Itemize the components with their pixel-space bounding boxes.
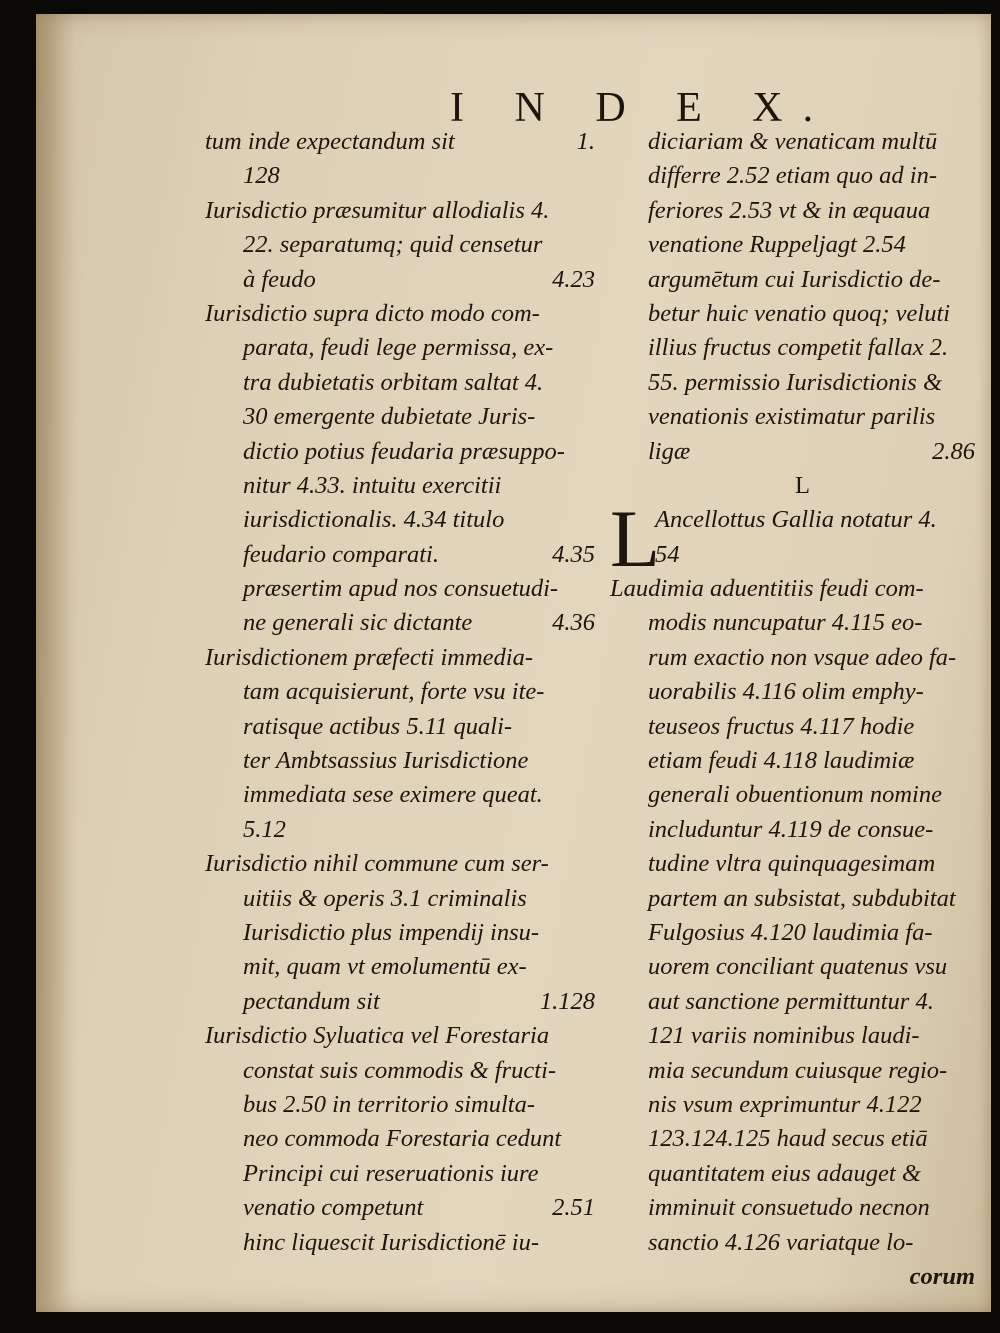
page-reference: 4.36 bbox=[552, 609, 595, 637]
index-entry-text: parata, feudi lege permissa, ex- bbox=[243, 334, 554, 362]
page-reference: 1. bbox=[576, 128, 595, 155]
index-entry-text: Iurisdictio Syluatica vel Forestaria bbox=[205, 1022, 550, 1050]
index-entry-text: etiam feudi 4.118 laudimiæ bbox=[648, 747, 915, 775]
index-entry-text: ratisque actibus 5.11 quali- bbox=[243, 712, 513, 740]
index-entry-text: Iurisdictio plus impendij insu- bbox=[243, 918, 540, 946]
index-line bbox=[205, 985, 595, 1019]
dropcap-entry bbox=[610, 493, 975, 585]
index-line bbox=[205, 366, 595, 400]
index-line bbox=[205, 847, 595, 881]
index-entry-text: 128 bbox=[243, 162, 280, 190]
index-line bbox=[610, 366, 975, 400]
index-line bbox=[205, 1157, 595, 1191]
dropcap-letter: L bbox=[610, 493, 661, 585]
index-entry-text: dictio potius feudaria præsuppo- bbox=[243, 437, 565, 465]
index-line bbox=[610, 1122, 975, 1156]
index-entry-text: nis vsum exprimuntur 4.122 bbox=[648, 1090, 922, 1118]
index-line bbox=[610, 1191, 975, 1225]
index-line bbox=[205, 1191, 595, 1225]
index-entry-text: Fulgosius 4.120 laudimia fa- bbox=[648, 918, 933, 946]
index-entry-text: ne generali sic dictante bbox=[243, 609, 473, 637]
index-entry-text: 54 bbox=[655, 540, 680, 568]
index-line bbox=[610, 675, 975, 709]
right-column-continuation bbox=[610, 125, 975, 469]
index-line bbox=[205, 641, 595, 675]
index-entry-text: betur huic venatio quoq; veluti bbox=[648, 299, 951, 327]
left-index-column bbox=[205, 125, 595, 1260]
index-entry-text: uorabilis 4.116 olim emphy- bbox=[648, 678, 924, 706]
index-entry-text: 123.124.125 haud secus etiā bbox=[648, 1125, 928, 1153]
index-line bbox=[610, 710, 975, 744]
index-line bbox=[610, 194, 975, 228]
index-line bbox=[205, 125, 595, 159]
index-line bbox=[610, 1157, 975, 1191]
index-line bbox=[610, 882, 975, 916]
index-entry-text: rum exactio non vsque adeo fa- bbox=[648, 643, 957, 671]
index-entry-text: diciariam & venaticam multū bbox=[648, 128, 938, 155]
index-line bbox=[610, 847, 975, 881]
index-entry-text: tudine vltra quinquagesimam bbox=[648, 850, 936, 878]
index-entry-text: 22. separatumq; quid censetur bbox=[243, 231, 543, 259]
index-line bbox=[610, 606, 975, 640]
index-line bbox=[205, 1019, 595, 1053]
index-entry-text: includuntur 4.119 de consue- bbox=[648, 815, 934, 843]
index-entry-text: 121 variis nominibus laudi- bbox=[648, 1022, 920, 1050]
index-entry-text: venatio competunt bbox=[243, 1194, 424, 1222]
index-entry-text: mit, quam vt emolumentū ex- bbox=[243, 953, 527, 981]
index-entry-text: uorem conciliant quatenus vsu bbox=[648, 953, 948, 981]
letter-section-heading: L bbox=[795, 471, 810, 499]
index-line bbox=[610, 400, 975, 434]
index-entry-text: Iurisdictio supra dicto modo com- bbox=[205, 299, 540, 327]
index-entry-text: bus 2.50 in territorio simulta- bbox=[243, 1090, 535, 1118]
index-entry-text: Principi cui reseruationis iure bbox=[243, 1159, 539, 1187]
index-line bbox=[205, 435, 595, 469]
index-line bbox=[205, 159, 595, 193]
index-line bbox=[610, 1088, 975, 1122]
index-entry-text: 5.12 bbox=[243, 815, 286, 843]
index-entry-text: Iurisdictio præsumitur allodialis 4. bbox=[205, 196, 550, 224]
index-line bbox=[610, 1019, 975, 1053]
index-line bbox=[610, 1226, 975, 1260]
index-line bbox=[610, 297, 975, 331]
catchword: corum bbox=[909, 1262, 975, 1290]
index-line bbox=[610, 263, 975, 297]
index-entry-text: nitur 4.33. intuitu exercitii bbox=[243, 471, 502, 499]
index-entry-text: quantitatem eius adauget & bbox=[648, 1159, 921, 1187]
index-line bbox=[205, 778, 595, 812]
index-line bbox=[610, 950, 975, 984]
index-line bbox=[205, 675, 595, 709]
index-entry-text: à feudo bbox=[243, 265, 316, 293]
index-entry-text: Ancellottus Gallia notatur 4. bbox=[655, 506, 937, 534]
index-entry-text: tra dubietatis orbitam saltat 4. bbox=[243, 368, 544, 396]
index-entry-text: ligæ bbox=[648, 437, 691, 465]
index-entry-text: feudario comparati. bbox=[243, 540, 439, 568]
index-entry-text: feriores 2.53 vt & in æquaua bbox=[648, 196, 931, 224]
index-line bbox=[610, 159, 975, 193]
index-entry-text: venatione Ruppeljagt 2.54 bbox=[648, 231, 906, 259]
page-gutter-shadow bbox=[36, 14, 76, 1312]
index-line bbox=[610, 572, 975, 606]
index-line bbox=[205, 744, 595, 778]
index-line bbox=[610, 778, 975, 812]
index-line bbox=[205, 538, 595, 572]
index-line bbox=[205, 813, 595, 847]
index-line bbox=[205, 916, 595, 950]
index-line bbox=[610, 813, 975, 847]
index-entry-text: imminuit consuetudo necnon bbox=[648, 1194, 930, 1222]
index-entry-text: partem an subsistat, subdubitat bbox=[648, 884, 956, 912]
index-line bbox=[205, 503, 595, 537]
index-entry-text: 55. permissio Iurisdictionis & bbox=[648, 368, 943, 396]
right-column-entries bbox=[610, 572, 975, 1260]
index-line bbox=[205, 710, 595, 744]
index-line bbox=[610, 538, 975, 572]
page-reference: 2.86 bbox=[932, 437, 975, 465]
index-entry-text: venationis existimatur parilis bbox=[648, 403, 936, 431]
index-line bbox=[205, 950, 595, 984]
index-entry-text: neo commoda Forestaria cedunt bbox=[243, 1125, 562, 1153]
index-line bbox=[610, 641, 975, 675]
index-entry-text: Iurisdictionem præfecti immedia- bbox=[205, 643, 533, 671]
index-line bbox=[610, 744, 975, 778]
index-entry-text: aut sanctione permittuntur 4. bbox=[648, 987, 934, 1015]
index-line bbox=[205, 194, 595, 228]
index-line bbox=[205, 331, 595, 365]
index-line bbox=[610, 331, 975, 365]
page-reference: 4.35 bbox=[552, 540, 595, 568]
page-reference: 2.51 bbox=[552, 1194, 595, 1222]
index-line bbox=[205, 882, 595, 916]
index-line bbox=[205, 1226, 595, 1260]
index-line bbox=[610, 503, 975, 537]
index-line bbox=[205, 1054, 595, 1088]
index-entry-text: tum inde expectandum sit bbox=[205, 128, 455, 155]
index-entry-text: uitiis & operis 3.1 criminalis bbox=[243, 884, 527, 912]
index-line bbox=[610, 125, 975, 159]
index-line bbox=[205, 228, 595, 262]
page-reference: 4.23 bbox=[552, 265, 595, 293]
index-entry-text: illius fructus competit fallax 2. bbox=[648, 334, 949, 362]
index-line bbox=[205, 1088, 595, 1122]
index-entry-text: ter Ambtsassius Iurisdictione bbox=[243, 747, 529, 775]
index-entry-text: Laudimia aduentitiis feudi com- bbox=[610, 575, 924, 603]
index-entry-text: tam acquisierunt, forte vsu ite- bbox=[243, 678, 545, 706]
index-entry-text: hinc liquescit Iurisdictionē iu- bbox=[243, 1228, 539, 1256]
index-entry-text: argumētum cui Iurisdictio de- bbox=[648, 265, 941, 293]
index-line bbox=[205, 400, 595, 434]
index-line bbox=[610, 916, 975, 950]
index-entry-text: præsertim apud nos consuetudi- bbox=[243, 575, 559, 603]
page-reference: 1.128 bbox=[539, 987, 595, 1015]
index-entry-text: teuseos fructus 4.117 hodie bbox=[648, 712, 915, 740]
right-index-column bbox=[610, 125, 975, 1294]
index-line bbox=[610, 228, 975, 262]
index-entry-text: iurisdictionalis. 4.34 titulo bbox=[243, 506, 505, 534]
index-entry-text: constat suis commodis & fructi- bbox=[243, 1056, 557, 1084]
page-header: I N D E X. bbox=[450, 85, 834, 131]
index-line bbox=[205, 606, 595, 640]
index-line bbox=[610, 1054, 975, 1088]
index-line bbox=[205, 297, 595, 331]
index-entry-text: generali obuentionum nomine bbox=[648, 781, 942, 809]
index-entry-text: mia secundum cuiusque regio- bbox=[648, 1056, 948, 1084]
index-line bbox=[205, 469, 595, 503]
index-entry-text: Iurisdictio nihil commune cum ser- bbox=[205, 850, 549, 878]
index-entry-text: differre 2.52 etiam quo ad in- bbox=[648, 162, 937, 190]
index-line bbox=[205, 572, 595, 606]
index-entry-text: immediata sese eximere queat. bbox=[243, 781, 543, 809]
index-entry-text: 30 emergente dubietate Juris- bbox=[243, 403, 536, 431]
index-line bbox=[610, 985, 975, 1019]
index-entry-text: sanctio 4.126 variatque lo- bbox=[648, 1228, 914, 1256]
index-line bbox=[610, 435, 975, 469]
index-entry-text: modis nuncupatur 4.115 eo- bbox=[648, 609, 923, 637]
index-entry-text: pectandum sit bbox=[243, 987, 380, 1015]
index-line bbox=[205, 1122, 595, 1156]
index-line bbox=[205, 263, 595, 297]
